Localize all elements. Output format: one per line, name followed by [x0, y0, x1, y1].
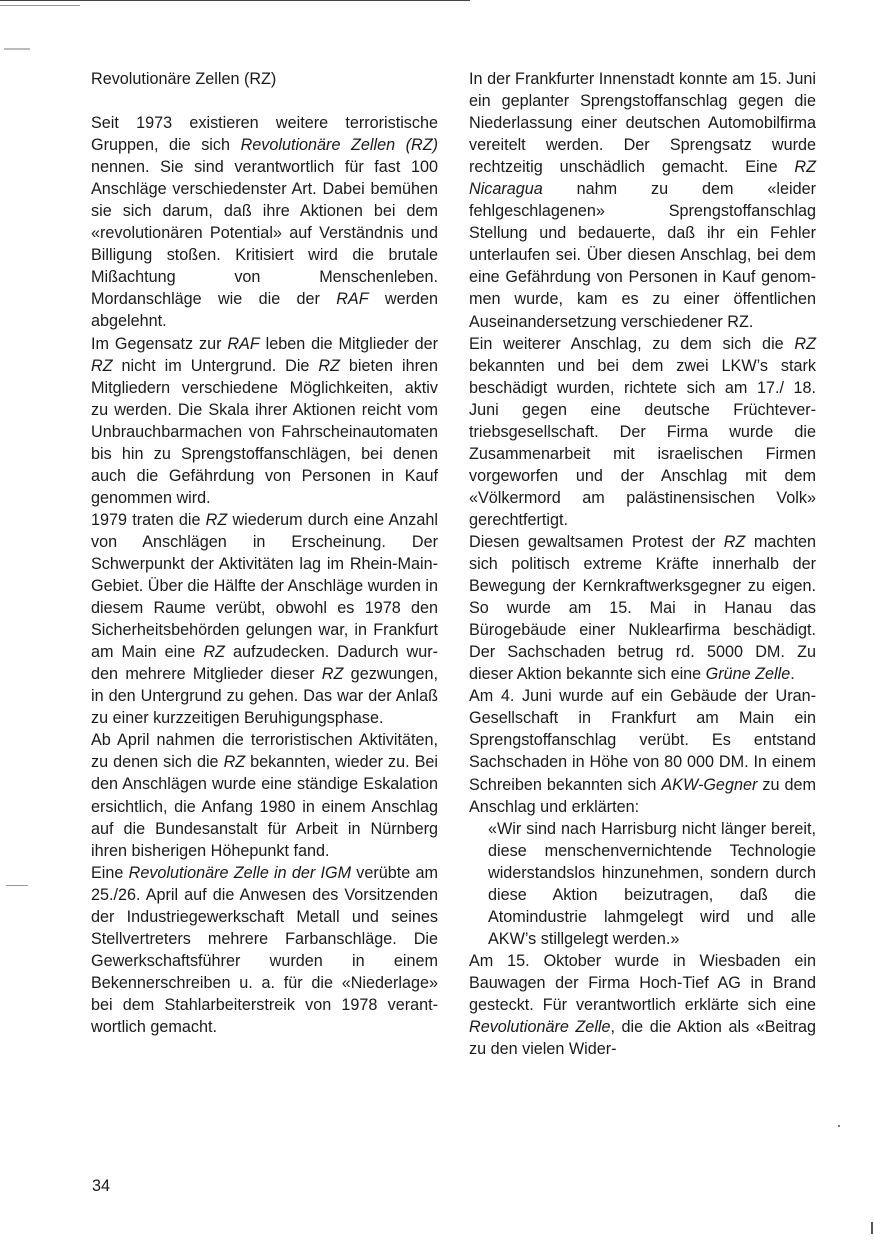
text: nahm zu dem «leider fehlgeschlagenen» Sprengstoffanschlag Stellung und bedauerte, daß ihr ein Fehler unterlaufen sei. Über diesen Anschlag, bei dem eine Gefährdung von Personen in Kauf genommen wurde, kam es zu einer öffentlichen Auseinandersetzung verschiedener RZ. [469, 180, 816, 331]
text: Am 4. Juni wurde auf ein Gebäude der Uran-Gesellschaft in Frankfurt am Main ein Sprengstoffanschlag verübt. Es entstand Sachschaden in Höhe von 80 000 DM. In einem Schreiben bekannten sich [469, 687, 816, 794]
paragraph-right-5 [469, 950, 816, 1060]
text: bekannten und bei dem zwei LKW’s stark beschädigt wurden, richtete sich am 17./ 18. Juni gegen eine deutsche Früchtevertriebsgesellschaft. Der Firma wurde die Zusammenarbeit mit israelischen Firmen vorgeworfen und der Anschlag mit dem «Völkermord am palästinensischen Volk» gerechtfertigt. [469, 356, 816, 529]
text: zu dem Anschlag und erklärten: [469, 775, 816, 816]
paragraph-left-1 [91, 112, 438, 332]
text: bekannten, wieder zu. Bei den Anschlägen wurde eine ständige Eskalation ersichtlich, die Anfang 1980 in einem Anschlag auf die Bundesanstalt für Arbeit in Nürnberg ihren bisherigen Höhepunkt fand. [91, 753, 438, 860]
text: bieten ihren Mitgliedern verschiedene Möglichkeiten, aktiv zu werden. Die Skala ihrer Aktionen reicht vom Unbrauchbarmachen von Fahrscheinautomaten bis hin zu Sprengstoffanschlägen, bei denen auch die Gefährdung von Personen in Kauf genommen wird. [91, 356, 438, 507]
top-rule-short [0, 5, 80, 6]
text: , die die Aktion als «Beitrag zu den vielen Wider- [469, 1018, 816, 1059]
text: Eine [91, 863, 129, 882]
text: . [790, 665, 795, 684]
text: Am 15. Oktober wurde in Wiesbaden ein Bauwagen der Firma Hoch-Tief AG in Brand gesteckt. Für verantwortlich erklärte sich eine [469, 951, 816, 1014]
block-quote: «Wir sind nach Harrisburg nicht länger bereit, diese menschenvernichtende Technologie widerstandslos hinzunehmen, sondern durch diese Aktion beizutragen, daß die Atomindustrie lahmgelegt wird und alle AKW’s stillgelegt werden.» [488, 819, 816, 948]
text: wiederum durch eine Anzahl von Anschlägen in Erscheinung. Der Schwerpunkt der Aktivitäten lag im Rhein-Main-Gebiet. Über die Hälfte der Anschläge wurden in diesem Raume verübt, obwohl es 1978 den Sicherheitsbehörden gelungen war, in Frankfurt am Main eine [91, 510, 438, 662]
text: Ab April nahmen die terroristischen Aktivitäten, zu denen sich die [91, 731, 438, 772]
text: 1979 traten die [91, 510, 206, 529]
paragraph-right-4 [469, 685, 816, 817]
emphasis-text: Revolutionäre Zelle [469, 1018, 611, 1037]
page-number: 34 [92, 1177, 111, 1195]
text: machten sich politisch extreme Kräfte innerhalb der Bewegung der Kernkraftwerksgegner zu eigen. So wurde am 15. Mai in Hanau das Bürogebäude einer Nuklearfirma beschädigt. Der Sachschaden betrug rd. 5000 DM. Zu dieser Aktion bekannte sich eine [469, 532, 816, 684]
paragraph-right-3 [469, 531, 816, 685]
emphasis-text: RZ Nicaragua [469, 158, 816, 199]
top-rule [0, 0, 470, 1]
scan-speck [4, 48, 30, 50]
emphasis-text: RAF [227, 334, 260, 353]
emphasis-text: AKW-Gegner [661, 775, 758, 794]
text: gezwungen, in den Untergrund zu gehen. Das war der Anlaß zu einer kurzzeitigen Beruhigungsphase. [91, 665, 438, 728]
text: werden abgelehnt. [91, 290, 438, 331]
section-heading: Revolutionäre Zellen (RZ) [91, 70, 277, 88]
text: Im Gegensatz zur [91, 334, 228, 353]
emphasis-text: RAF [336, 290, 369, 309]
emphasis-text: RZ [723, 532, 746, 551]
emphasis-text: Revolutionäre Zellen (RZ) [240, 136, 439, 155]
emphasis-text: RZ [203, 643, 225, 662]
text: In der Frankfurter Innenstadt konnte am 15. Juni ein geplanter Sprengstoffanschlag gegen die Niederlassung einer deutschen Automobilfirma vereitelt werden. Der Sprengsatz wurde rechtzeitig unschädlich gemacht. Eine [469, 70, 816, 177]
right-column [469, 68, 816, 1060]
scan-speck [871, 1222, 873, 1234]
text: Ein weiterer Anschlag, zu dem sich die [469, 334, 795, 353]
emphasis-text: RZ [223, 753, 246, 772]
emphasis-text: RZ [318, 356, 340, 375]
scan-speck [838, 1125, 840, 1127]
text: nennen. Sie sind verantwortlich für fast 100 Anschläge verschiedenster Art. Dabei bemühen sie sich darum, daß ihre Aktionen bei dem «revolutionären Potential» auf Verständnis und Billigung stoßen. Kritisiert wird die brutale Mißachtung von Menschenleben. Mordanschläge wie die der [91, 158, 438, 309]
emphasis-text: RZ [91, 356, 113, 375]
text: nicht im Untergrund. Die [112, 356, 319, 375]
left-column [91, 68, 438, 1038]
text: Diesen gewaltsamen Protest der [469, 532, 724, 551]
text: leben die Mitglieder der [259, 334, 438, 353]
emphasis-text: Revolutionäre Zelle in der IGM [128, 863, 352, 882]
emphasis-text: RZ [205, 510, 228, 529]
scan-speck [6, 885, 28, 886]
emphasis-text: RZ [794, 334, 816, 353]
paragraph-left-5 [91, 862, 438, 1038]
paragraph-right-2 [469, 333, 816, 531]
emphasis-text: RZ [321, 665, 344, 684]
paragraph-left-4 [91, 729, 438, 861]
text: aufzudecken. Dadurch wurden mehrere Mitglieder dieser [91, 643, 439, 684]
paragraph-right-1 [469, 68, 816, 333]
paragraph-left-3 [91, 509, 438, 729]
text: Seit 1973 existieren weitere terroristische Gruppen, die sich [91, 114, 438, 155]
emphasis-text: Grüne Zelle [705, 665, 791, 684]
text: verübte am 25./26. April auf die Anwesen des Vorsitzenden der Industriegewerkschaft Metall und seines Stellvertreters mehrere Farbanschläge. Die Gewerkschaftsführer wurden in einem Bekennerschreiben u. a. für die «Niederlage» bei dem Stahlarbeiterstreik von 1978 verantwortlich gemacht. [91, 863, 438, 1036]
paragraph-left-2 [91, 333, 438, 509]
